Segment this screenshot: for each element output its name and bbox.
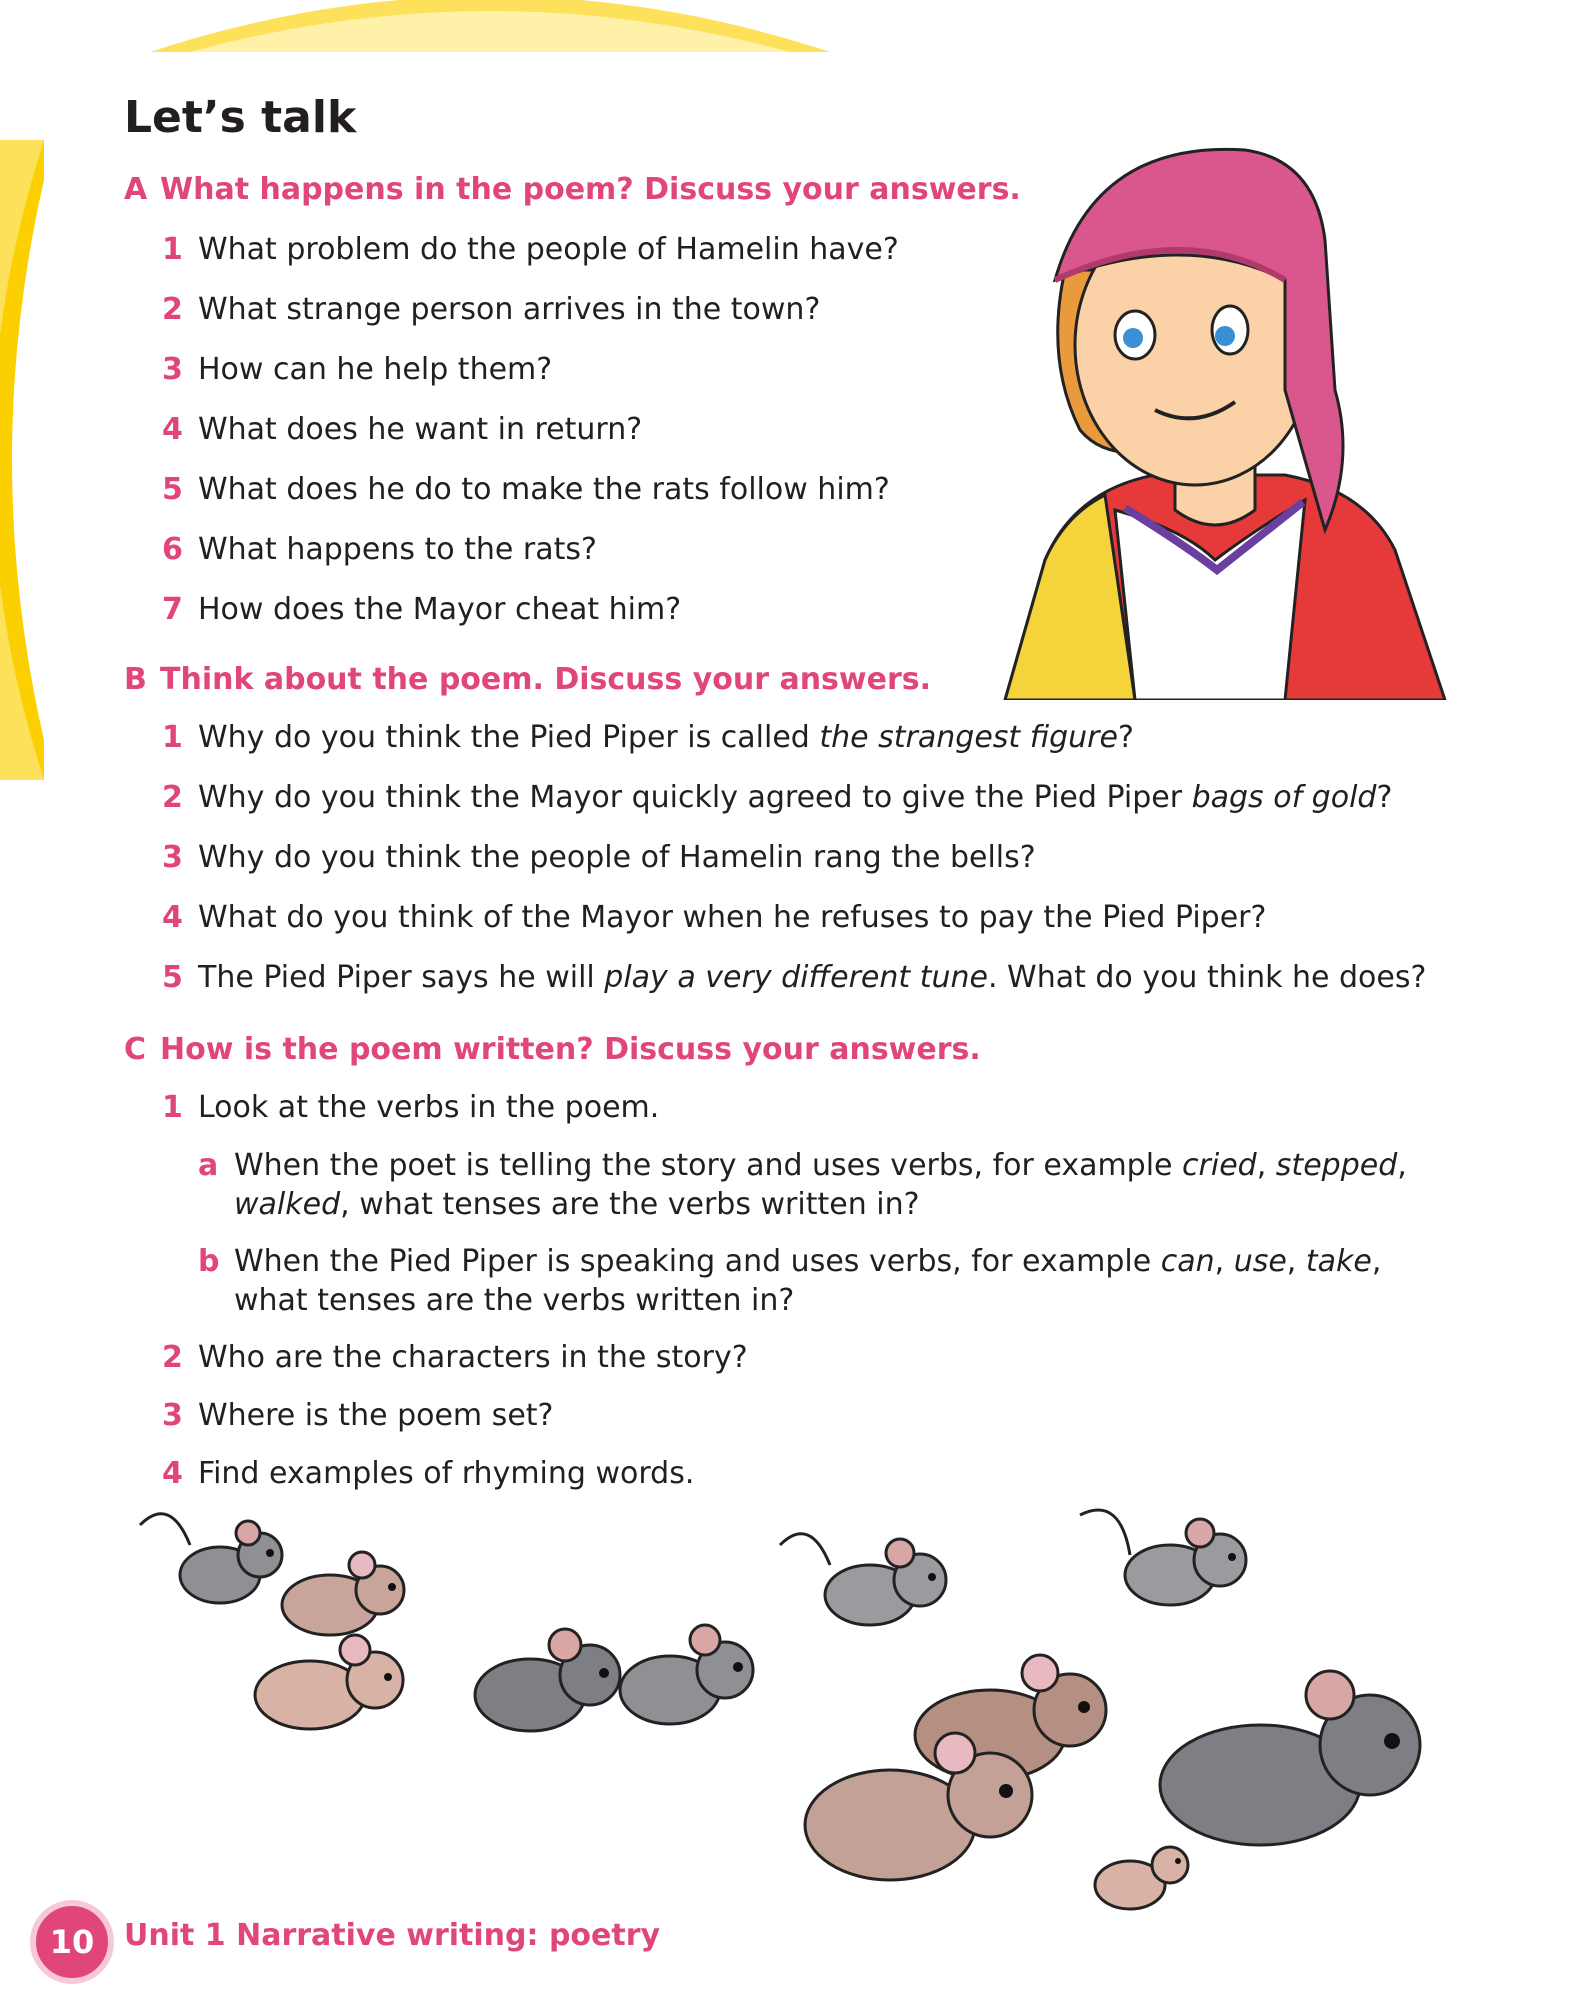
page-title: Let’s talk (124, 92, 357, 143)
section-b-question-5: 5 The Pied Piper says he will play a very different tune. What do you think he does? (162, 960, 1427, 995)
section-b-letter: B (124, 662, 147, 697)
section-a-question-1: 1 What problem do the people of Hamelin have? (162, 232, 899, 267)
section-a-question-4: 4 What does he want in return? (162, 412, 643, 447)
section-b-question-1: 1 Why do you think the Pied Piper is called the strangest figure? (162, 720, 1134, 755)
pied-piper-illustration (985, 130, 1455, 700)
unit-footer-text: Unit 1 Narrative writing: poetry (124, 1918, 661, 1953)
section-b-heading (124, 662, 931, 697)
running-rats-illustration (130, 1495, 1450, 1965)
section-c-question-2: 2 Who are the characters in the story? (162, 1340, 748, 1375)
section-c-question-1a: a When the poet is telling the story and uses verbs, for example cried, stepped, walked, what tenses are the verbs written in? (198, 1148, 1407, 1222)
top-yellow-arc (150, 0, 830, 52)
section-a-title: What happens in the poem? Discuss your answers. (160, 172, 1021, 207)
section-b-question-3: 3 Why do you think the people of Hamelin rang the bells? (162, 840, 1036, 875)
section-a-question-5: 5 What does he do to make the rats follow him? (162, 472, 890, 507)
page-number-badge: 10 (30, 1900, 114, 1984)
section-a-question-3: 3 How can he help them? (162, 352, 553, 387)
section-c-heading (124, 1032, 981, 1067)
section-c-question-4: 4 Find examples of rhyming words. (162, 1456, 695, 1491)
section-a-letter: A (124, 172, 148, 207)
section-a-heading (124, 172, 1021, 207)
left-yellow-arc (0, 140, 44, 780)
section-c-letter: C (124, 1032, 147, 1067)
section-a-question-2: 2 What strange person arrives in the town? (162, 292, 821, 327)
section-c-question-3: 3 Where is the poem set? (162, 1398, 554, 1433)
section-b-question-2: 2 Why do you think the Mayor quickly agreed to give the Pied Piper bags of gold? (162, 780, 1393, 815)
section-c-question-1: 1 Look at the verbs in the poem. (162, 1090, 660, 1125)
section-a-question-6: 6 What happens to the rats? (162, 532, 597, 567)
section-a-question-7: 7 How does the Mayor cheat him? (162, 592, 682, 627)
section-b-question-4: 4 What do you think of the Mayor when he refuses to pay the Pied Piper? (162, 900, 1267, 935)
section-b-title: Think about the poem. Discuss your answers. (160, 662, 932, 697)
section-c-question-1b: b When the Pied Piper is speaking and uses verbs, for example can, use, take, what tenses are the verbs written in? (198, 1244, 1382, 1318)
section-c-title: How is the poem written? Discuss your answers. (160, 1032, 981, 1067)
